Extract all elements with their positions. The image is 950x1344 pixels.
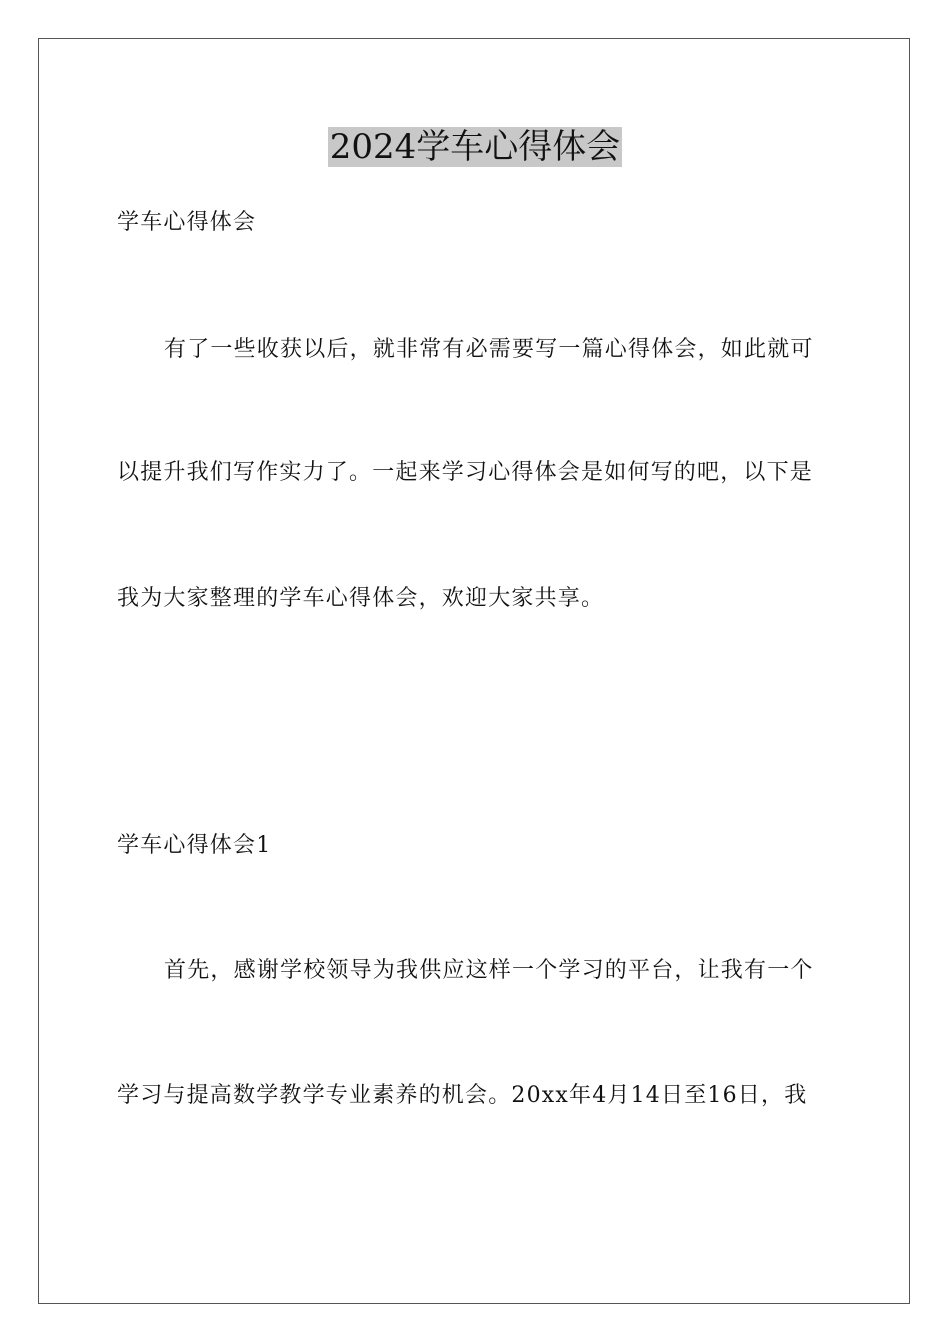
paragraph-line: 我为大家整理的学车心得体会，欢迎大家共享。 bbox=[117, 586, 605, 611]
section-heading: 学车心得体会1 bbox=[117, 833, 272, 858]
document-title-text: 2024学车心得体会 bbox=[329, 127, 621, 167]
section-heading: 学车心得体会 bbox=[117, 210, 257, 235]
document-title bbox=[0, 122, 950, 172]
paragraph-line: 有了一些收获以后，就非常有必需要写一篇心得体会，如此就可 bbox=[164, 337, 814, 362]
paragraph-line: 学习与提高数学教学专业素养的机会。20xx年4月14日至16日，我 bbox=[117, 1083, 808, 1108]
paragraph-line: 首先，感谢学校领导为我供应这样一个学习的平台，让我有一个 bbox=[164, 958, 814, 983]
paragraph-line: 以提升我们写作实力了。一起来学习心得体会是如何写的吧，以下是 bbox=[117, 460, 814, 485]
